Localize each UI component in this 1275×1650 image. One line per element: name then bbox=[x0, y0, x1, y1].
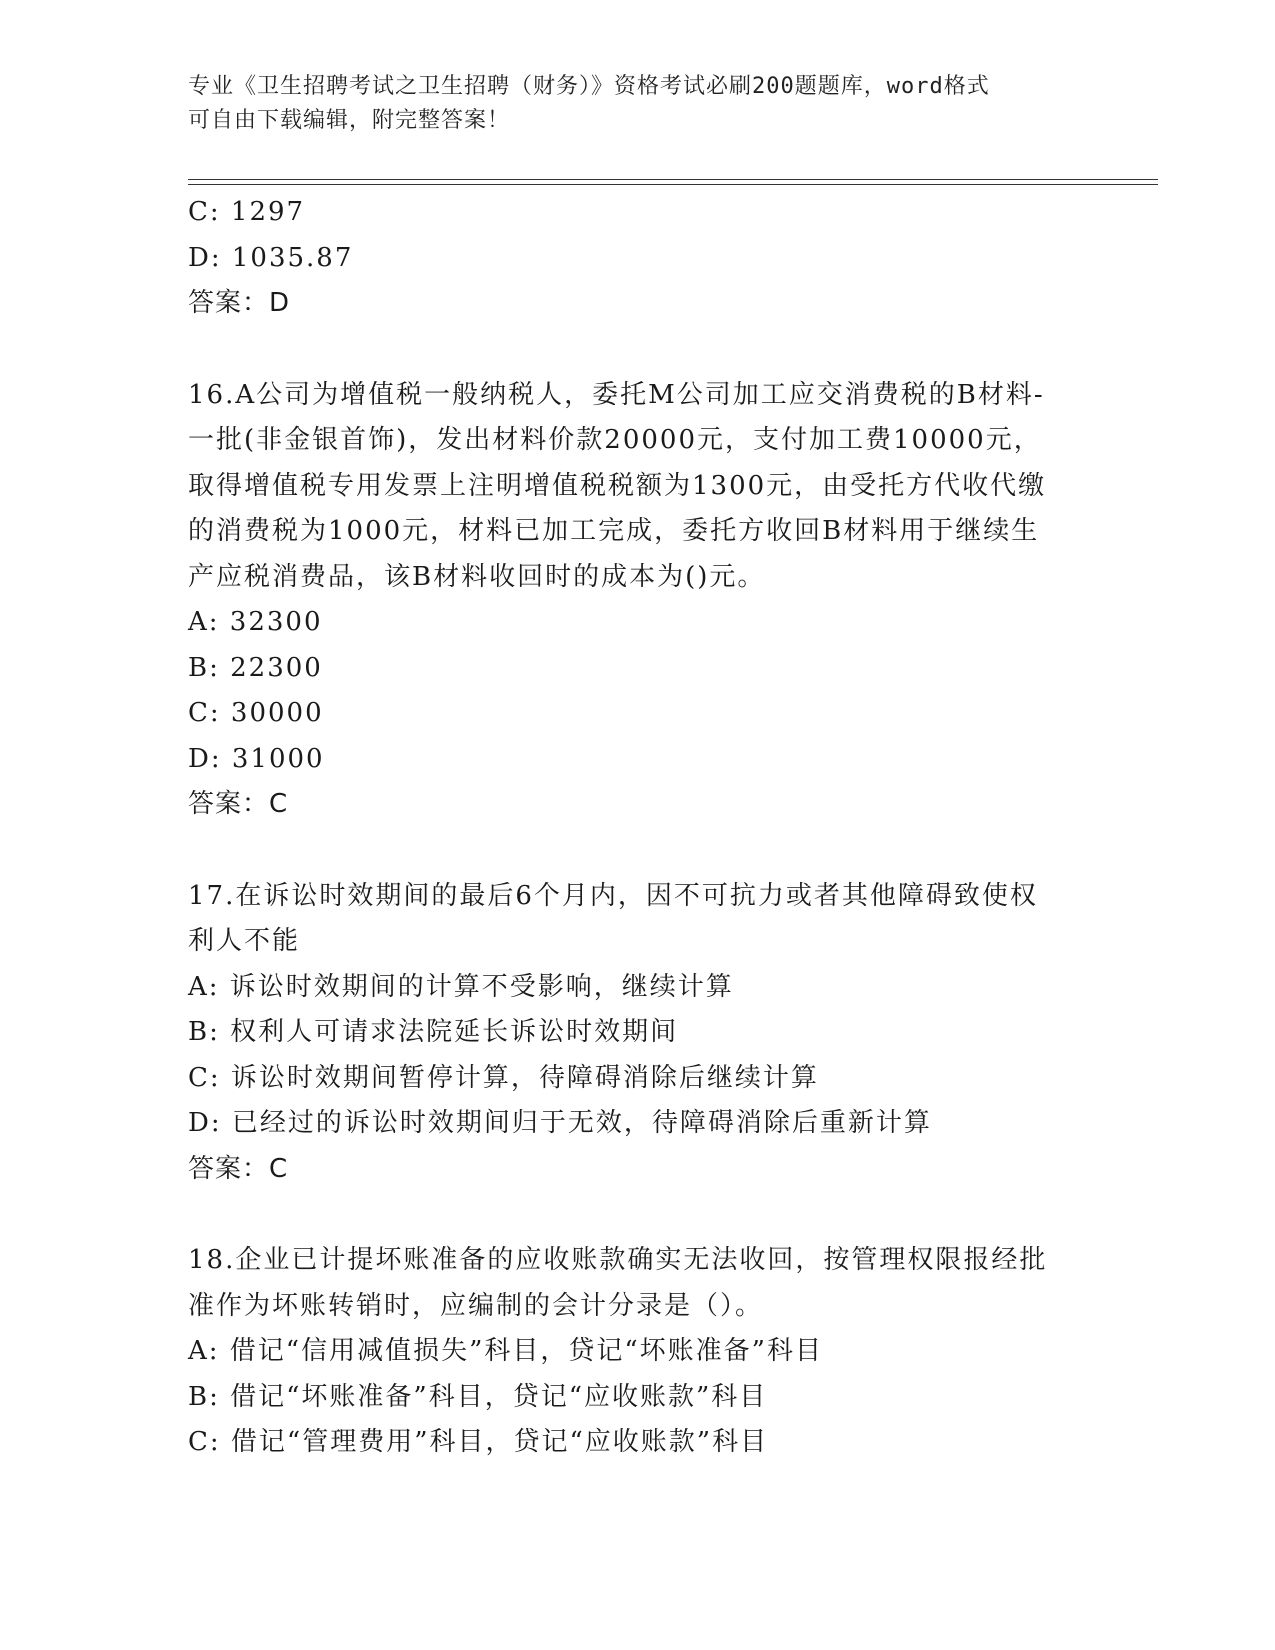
option-d: D: 已经过的诉讼时效期间归于无效，待障碍消除后重新计算 bbox=[188, 1108, 932, 1138]
question-17 bbox=[188, 874, 1088, 1193]
option-b: B: 权利人可请求法院延长诉讼时效期间 bbox=[188, 1017, 679, 1047]
spacer bbox=[188, 828, 1088, 874]
question-15-tail bbox=[188, 190, 1088, 327]
option-a: A: 32300 bbox=[188, 607, 323, 637]
question-text-line: 利人不能 bbox=[188, 926, 301, 956]
answer: 答案：D bbox=[188, 288, 291, 318]
question-text-line: 的消费税为1000元，材料已加工完成，委托方收回B材料用于继续生 bbox=[188, 516, 1040, 546]
option-d: D: 31000 bbox=[188, 743, 325, 774]
answer: 答案：C bbox=[188, 1153, 289, 1184]
option-b: B: 借记“坏账准备”科目，贷记“应收账款”科目 bbox=[188, 1381, 768, 1412]
answer: 答案：C bbox=[188, 789, 289, 819]
option-c: C: 30000 bbox=[188, 698, 324, 728]
header-divider-bottom bbox=[188, 184, 1158, 185]
option-b: B: 22300 bbox=[188, 652, 323, 683]
option-a: A: 诉讼时效期间的计算不受影响，继续计算 bbox=[188, 971, 734, 1002]
document-body bbox=[188, 190, 1088, 1466]
option-c: C: 诉讼时效期间暂停计算，待障碍消除后继续计算 bbox=[188, 1062, 819, 1093]
option-c: C: 1297 bbox=[188, 197, 306, 227]
spacer bbox=[188, 1192, 1088, 1238]
option-c: C: 借记“管理费用”科目，贷记“应收账款”科目 bbox=[188, 1427, 769, 1457]
document-header bbox=[188, 70, 1088, 138]
question-text-line: 17.在诉讼时效期间的最后6个月内，因不可抗力或者其他障碍致使权 bbox=[188, 880, 1038, 911]
header-line-2: 可自由下载编辑，附完整答案！ bbox=[188, 108, 511, 133]
question-16 bbox=[188, 373, 1088, 828]
header-divider-top bbox=[188, 179, 1158, 180]
question-text-line: 准作为坏账转销时，应编制的会计分录是（）。 bbox=[188, 1290, 764, 1321]
question-18 bbox=[188, 1238, 1088, 1466]
option-a: A: 借记“信用减值损失”科目，贷记“坏账准备”科目 bbox=[188, 1336, 823, 1366]
question-text-line: 取得增值税专用发票上注明增值税税额为1300元，由受托方代收代缴 bbox=[188, 470, 1047, 501]
question-text-line: 产应税消费品，该B材料收回时的成本为()元。 bbox=[188, 561, 766, 592]
question-text-line: 16.A公司为增值税一般纳税人，委托M公司加工应交消费税的B材料- bbox=[188, 379, 1045, 410]
question-text-line: 一批(非金银首饰)，发出材料价款20000元，支付加工费10000元， bbox=[188, 425, 1042, 455]
question-text-line: 18.企业已计提坏账准备的应收账款确实无法收回，按管理权限报经批 bbox=[188, 1245, 1048, 1275]
header-line-1: 专业《卫生招聘考试之卫生招聘（财务）》资格考试必刷200题题库，word格式 bbox=[188, 74, 990, 99]
option-d: D: 1035.87 bbox=[188, 242, 354, 273]
spacer bbox=[188, 327, 1088, 373]
